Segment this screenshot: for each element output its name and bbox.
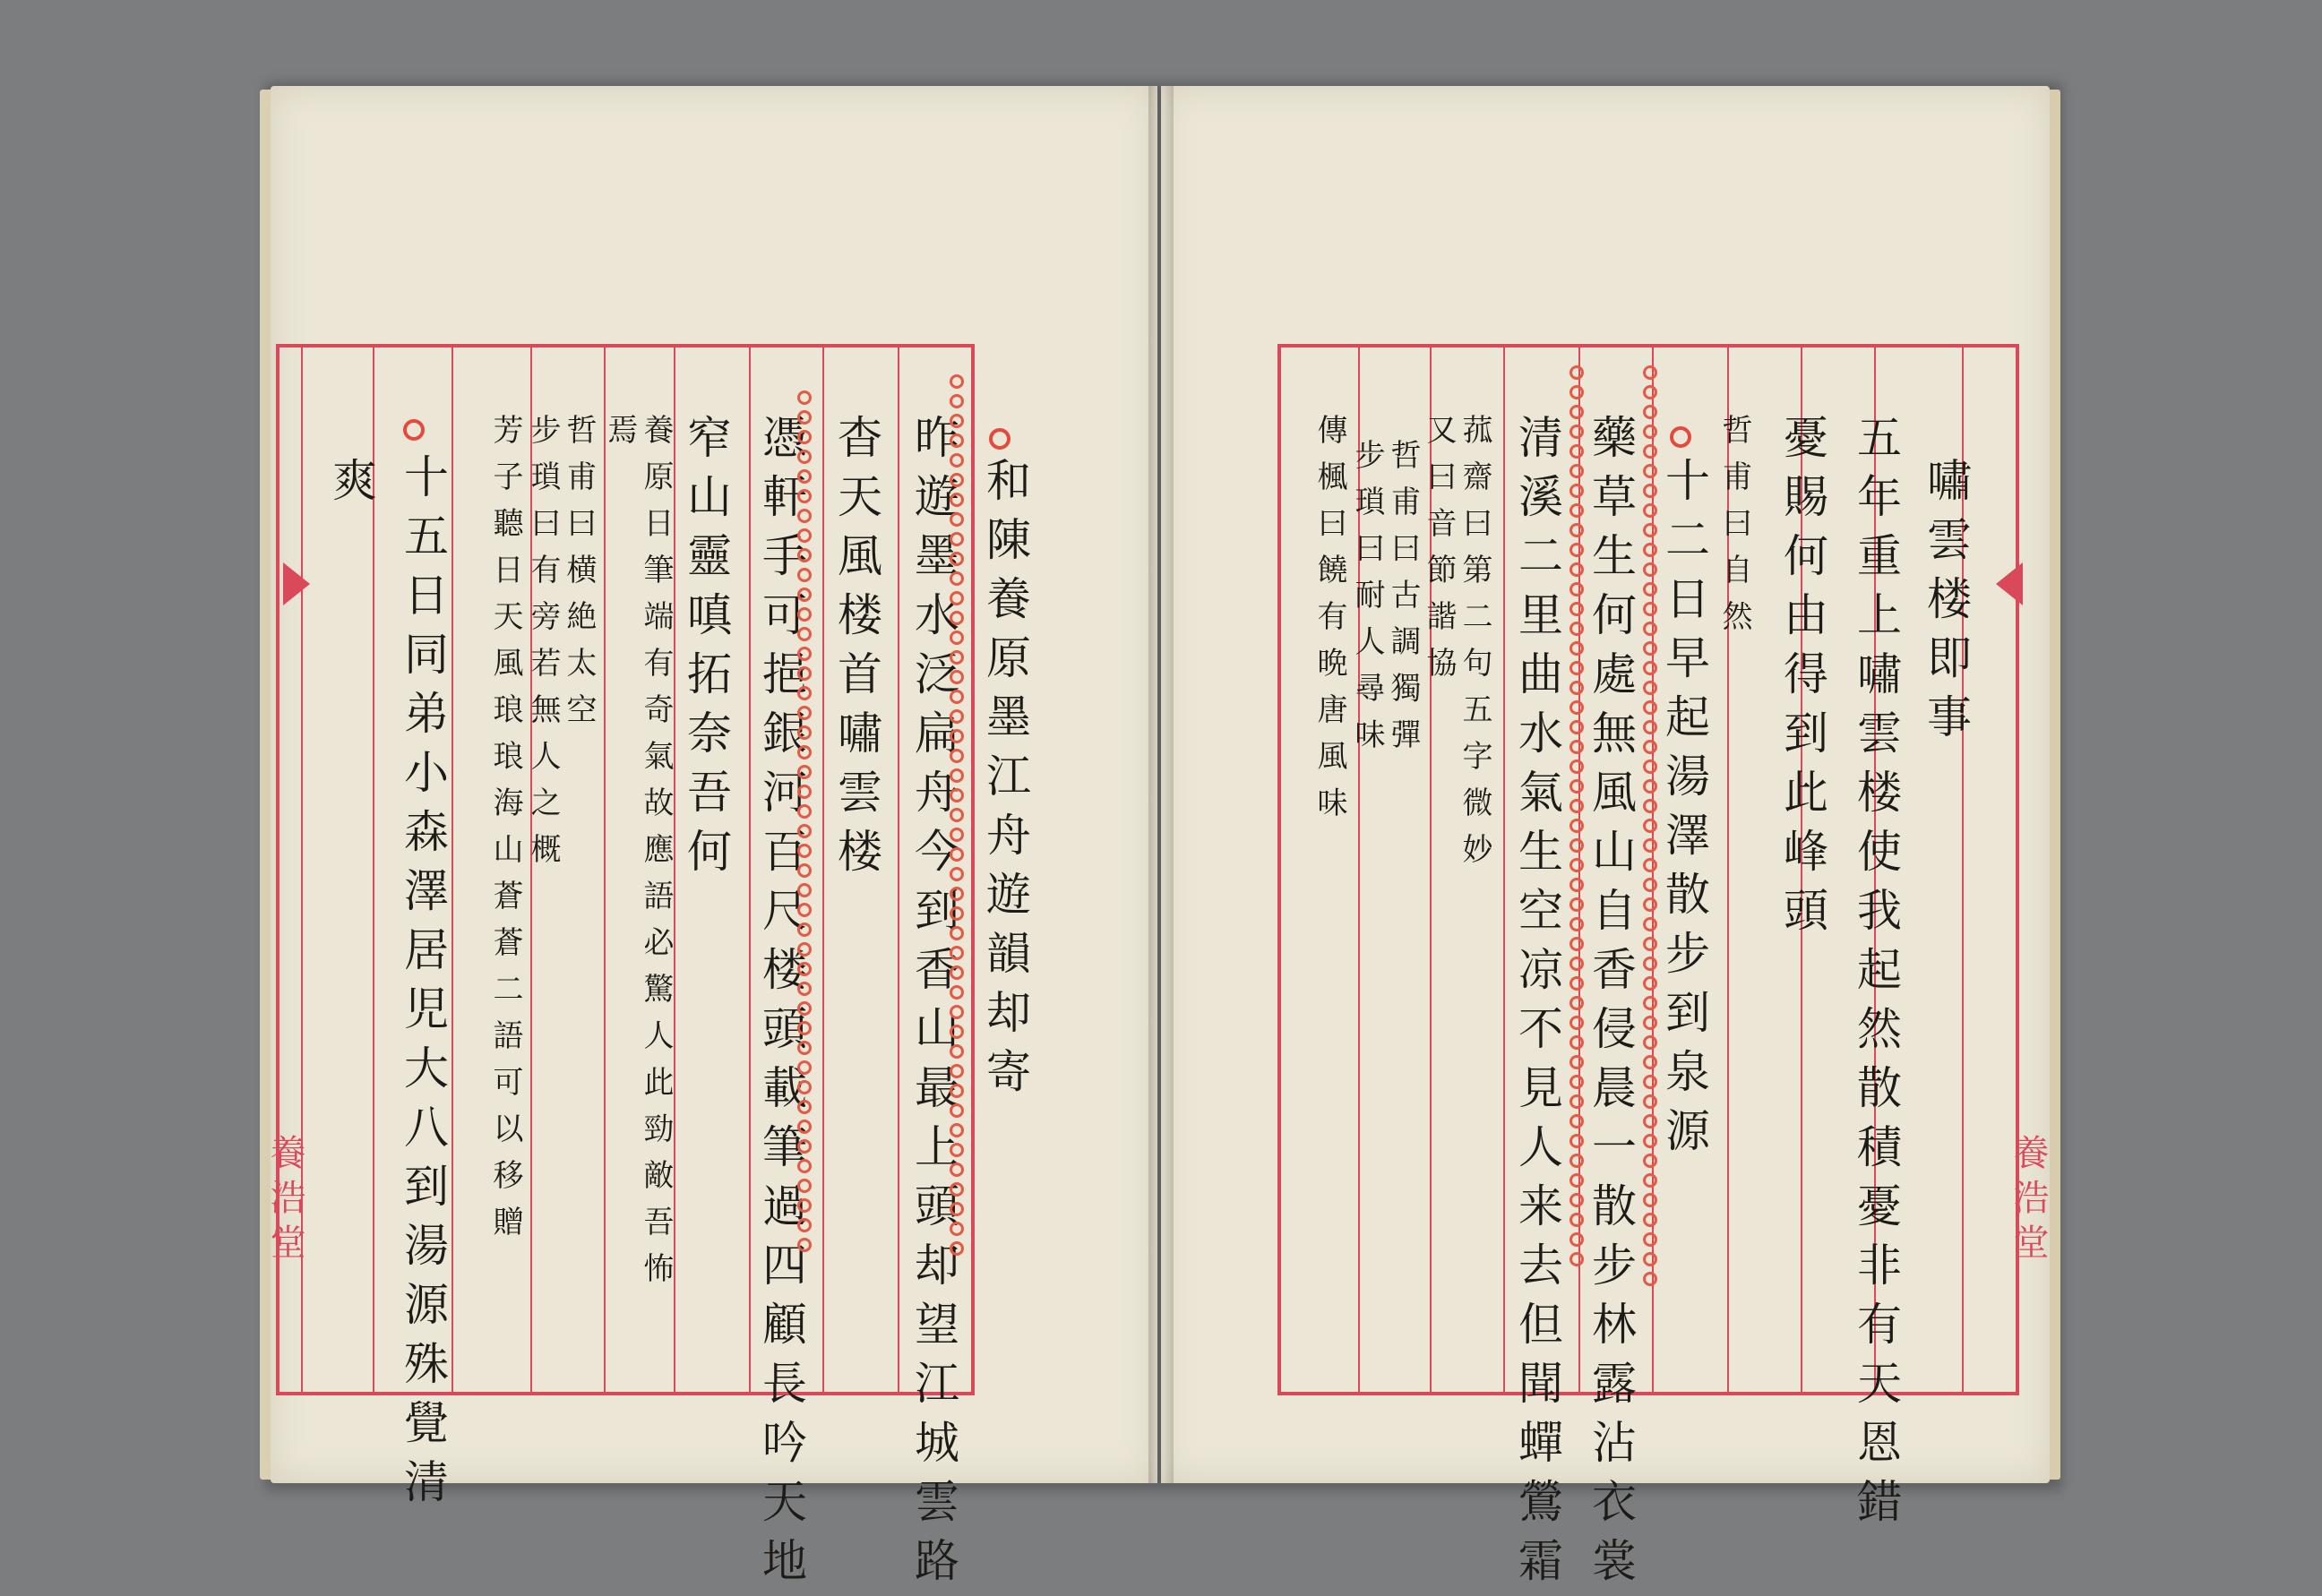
text-column: 杳天風楼首嘯雲楼	[830, 414, 882, 887]
text-column: 爽	[325, 457, 377, 516]
text-column: 十二日早起湯澤散步到泉源	[1658, 457, 1710, 1166]
page-edge-right	[2048, 90, 2060, 1480]
text-column: 昨遊墨水泛扁舟今到香山最上頭却望江城雲路	[907, 414, 959, 1596]
text-column: 十五日同弟小森澤居児大八到湯源殊覺清	[397, 453, 449, 1517]
emphasis-dots-icon	[950, 369, 966, 1261]
text-column: 步瑣曰耐人尋味	[1349, 439, 1385, 765]
text-column: 窄山靈嗔拓奈吾何	[680, 414, 732, 887]
text-column: 哲甫曰横絶太空	[561, 414, 597, 740]
fish-tail-mark-right	[1996, 562, 2023, 605]
press-mark-left: 養浩堂	[264, 1134, 305, 1268]
fish-tail-mark-left	[283, 562, 310, 605]
circle-mark-icon	[1670, 426, 1691, 448]
text-column: 憂賜何由得到此峰頭	[1776, 414, 1828, 946]
text-column: 步瑣曰有旁若無人之概	[525, 414, 561, 880]
text-column: 清溪二里曲水氣生空凉不見人来去但聞蟬鶯霜	[1511, 414, 1563, 1596]
emphasis-dots-icon	[797, 385, 813, 1257]
text-column: 芳子聽日天風琅琅海山蒼蒼二語可以移贈	[487, 414, 523, 1252]
text-column: 哲甫曰自然	[1716, 414, 1752, 647]
press-mark-right: 養浩堂	[2008, 1134, 2049, 1268]
frame-rule	[898, 348, 899, 1392]
text-column: 藥草生何處無風山自香侵晨一散步林露沾衣裳	[1585, 414, 1637, 1596]
frame-rule	[604, 348, 606, 1392]
text-column: 憑軒手可挹銀河百尺楼頭載筆過四顧長吟天地	[755, 414, 807, 1596]
text-column: 五年重上嘯雲楼使我起然散積憂非有天恩錯	[1850, 414, 1902, 1537]
text-column: 養原日筆端有奇氣故應語必驚人此勁敵吾怖	[638, 414, 674, 1299]
text-column: 菰齋曰第二句五字微妙	[1457, 414, 1492, 880]
text-column: 傳楓曰饒有晩唐風味	[1312, 414, 1347, 833]
circle-mark-icon	[989, 428, 1010, 450]
text-column: 嘯雲楼即事	[1920, 457, 1972, 752]
circle-mark-icon	[403, 419, 425, 441]
text-column: 和陳養原墨江舟遊韻却寄	[979, 457, 1031, 1107]
text-column: 又曰音節諧協	[1421, 414, 1457, 693]
text-column: 焉	[602, 414, 638, 460]
book-gutter	[1148, 86, 1174, 1483]
emphasis-dots-icon	[1643, 360, 1659, 1291]
text-column: 哲甫曰古調獨彈	[1385, 439, 1421, 765]
emphasis-dots-icon	[1570, 360, 1586, 1272]
